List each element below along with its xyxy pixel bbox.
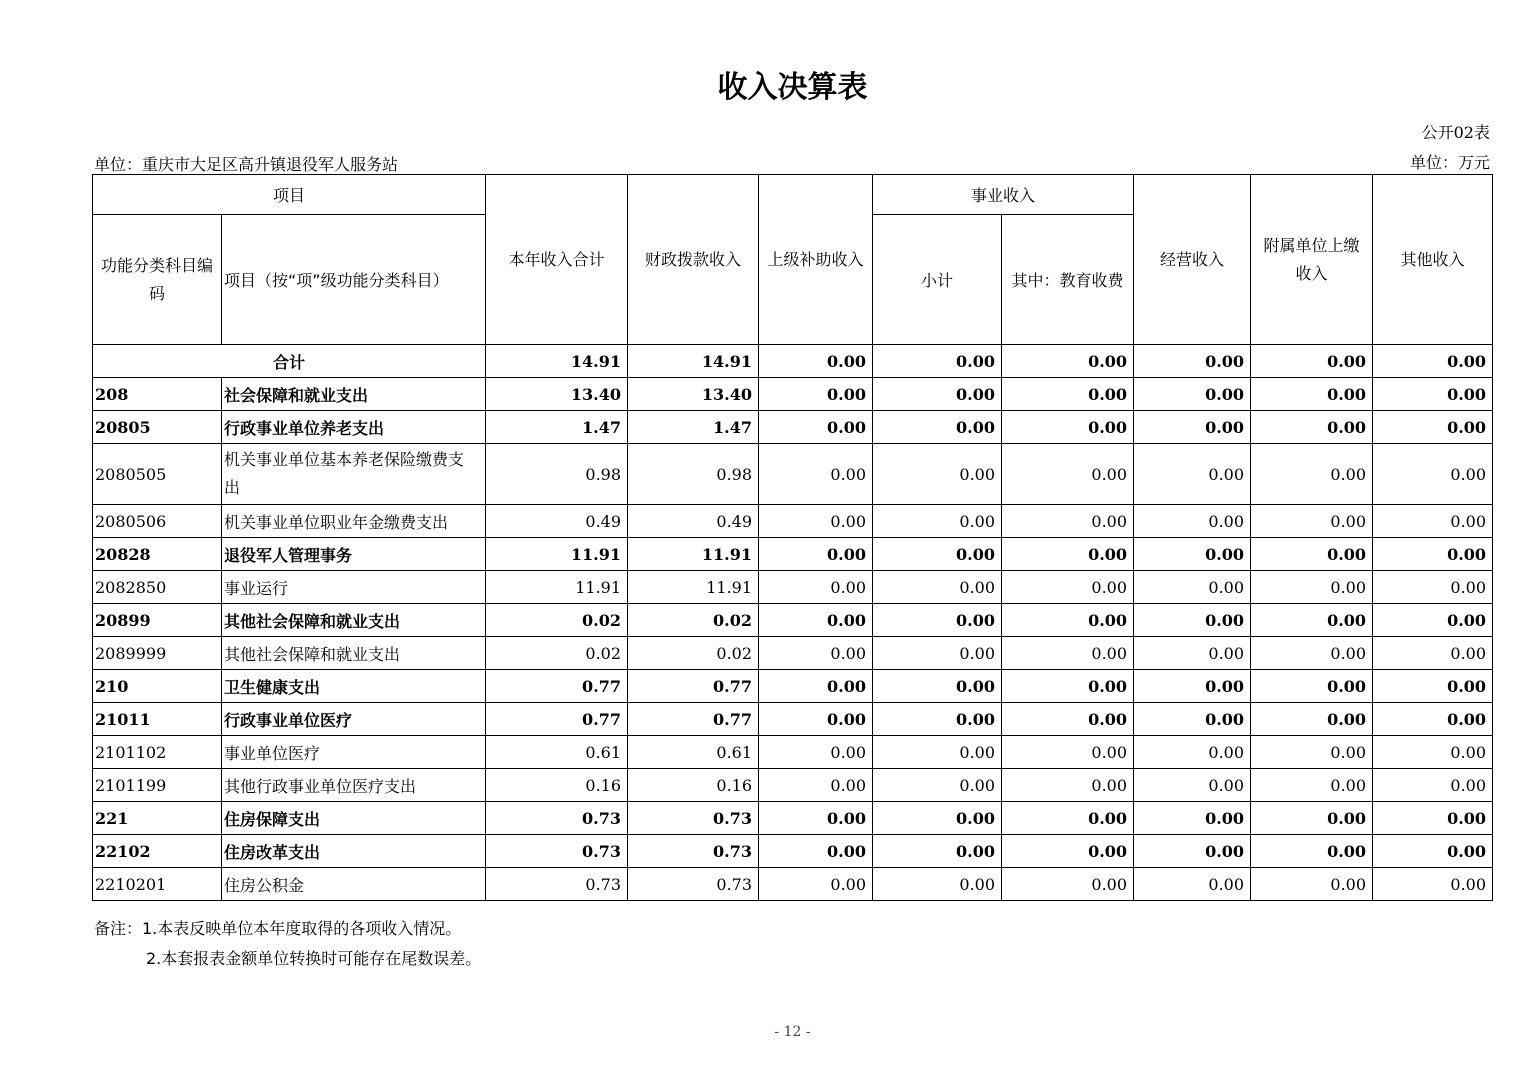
value-cell: 0.00 <box>1002 736 1134 769</box>
value-cell: 0.00 <box>873 802 1002 835</box>
value-cell: 0.00 <box>1251 505 1373 538</box>
value-cell: 0.00 <box>1002 505 1134 538</box>
name-cell: 住房改革支出 <box>222 835 486 868</box>
value-cell: 1.47 <box>628 411 759 444</box>
header-operating: 经营收入 <box>1134 175 1251 345</box>
note-line-2: 2.本套报表金额单位转换时可能存在尾数误差。 <box>146 949 482 968</box>
value-cell: 0.00 <box>873 538 1002 571</box>
header-total-income: 本年收入合计 <box>486 175 628 345</box>
value-cell: 0.77 <box>486 703 628 736</box>
name-cell: 退役军人管理事务 <box>222 538 486 571</box>
value-cell: 0.00 <box>1373 769 1493 802</box>
code-cell: 20899 <box>93 604 222 637</box>
value-cell: 0.00 <box>759 802 873 835</box>
code-cell: 21011 <box>93 703 222 736</box>
value-cell: 0.00 <box>1002 538 1134 571</box>
value-cell: 0.00 <box>873 703 1002 736</box>
value-cell: 0.00 <box>873 637 1002 670</box>
value-cell: 0.00 <box>873 868 1002 901</box>
value-cell: 0.61 <box>486 736 628 769</box>
value-cell: 11.91 <box>628 538 759 571</box>
value-cell: 0.00 <box>1251 444 1373 505</box>
header-code: 功能分类科目编码 <box>93 215 222 345</box>
unit-money: 单位：万元 <box>1409 153 1490 172</box>
value-cell: 0.00 <box>1002 802 1134 835</box>
table-row <box>93 604 1493 637</box>
value-cell: 0.00 <box>1134 637 1251 670</box>
value-cell: 0.00 <box>873 505 1002 538</box>
value-cell: 0.00 <box>759 505 873 538</box>
name-cell: 事业单位医疗 <box>222 736 486 769</box>
value-cell: 0.00 <box>1002 378 1134 411</box>
value-cell: 0.00 <box>1002 670 1134 703</box>
value-cell: 0.77 <box>628 670 759 703</box>
code-cell: 2101199 <box>93 769 222 802</box>
value-cell: 11.91 <box>486 538 628 571</box>
header-other: 其他收入 <box>1373 175 1493 345</box>
value-cell: 0.00 <box>1134 736 1251 769</box>
table-row <box>93 703 1493 736</box>
value-cell: 0.73 <box>486 802 628 835</box>
value-cell: 0.98 <box>628 444 759 505</box>
value-cell: 0.00 <box>873 670 1002 703</box>
value-cell: 0.00 <box>759 736 873 769</box>
value-cell: 0.00 <box>1251 835 1373 868</box>
name-cell: 事业运行 <box>222 571 486 604</box>
value-cell: 11.91 <box>628 571 759 604</box>
table-row <box>93 769 1493 802</box>
name-cell: 行政事业单位医疗 <box>222 703 486 736</box>
value-cell: 0.73 <box>628 835 759 868</box>
total-cell: 0.00 <box>1251 345 1373 378</box>
page-number: - 12 - <box>774 1024 811 1040</box>
name-cell: 其他社会保障和就业支出 <box>222 637 486 670</box>
code-cell: 2080506 <box>93 505 222 538</box>
value-cell: 0.02 <box>628 604 759 637</box>
value-cell: 0.73 <box>486 868 628 901</box>
value-cell: 0.00 <box>759 637 873 670</box>
total-cell: 14.91 <box>486 345 628 378</box>
header-project-name: 项目（按“项”级功能分类科目） <box>222 215 486 345</box>
value-cell: 0.00 <box>1251 571 1373 604</box>
table-row <box>93 835 1493 868</box>
value-cell: 13.40 <box>628 378 759 411</box>
header-business-group: 事业收入 <box>873 175 1134 215</box>
total-label: 合计 <box>93 345 486 378</box>
value-cell: 0.00 <box>1373 571 1493 604</box>
header-affiliated: 附属单位上缴收入 <box>1251 175 1373 345</box>
value-cell: 0.00 <box>1373 736 1493 769</box>
value-cell: 0.00 <box>759 411 873 444</box>
value-cell: 0.00 <box>1251 604 1373 637</box>
code-cell: 2210201 <box>93 868 222 901</box>
total-cell: 0.00 <box>1373 345 1493 378</box>
total-cell: 14.91 <box>628 345 759 378</box>
value-cell: 0.00 <box>1373 444 1493 505</box>
value-cell: 0.77 <box>628 703 759 736</box>
value-cell: 0.00 <box>1373 637 1493 670</box>
name-cell: 住房保障支出 <box>222 802 486 835</box>
name-cell: 其他社会保障和就业支出 <box>222 604 486 637</box>
unit-organization: 单位：重庆市大足区高升镇退役军人服务站 <box>94 155 399 174</box>
value-cell: 0.00 <box>1134 378 1251 411</box>
value-cell: 0.00 <box>1002 868 1134 901</box>
header-project-group: 项目 <box>93 175 486 215</box>
value-cell: 0.00 <box>1373 670 1493 703</box>
value-cell: 0.00 <box>1134 411 1251 444</box>
notes <box>94 914 481 974</box>
value-cell: 0.00 <box>759 538 873 571</box>
code-cell: 2089999 <box>93 637 222 670</box>
value-cell: 0.00 <box>759 868 873 901</box>
value-cell: 0.00 <box>873 769 1002 802</box>
value-cell: 0.00 <box>1134 670 1251 703</box>
value-cell: 0.16 <box>486 769 628 802</box>
value-cell: 0.00 <box>873 411 1002 444</box>
value-cell: 0.00 <box>1134 868 1251 901</box>
note-line-1: 备注：1.本表反映单位本年度取得的各项收入情况。 <box>94 919 462 938</box>
table-row <box>93 378 1493 411</box>
value-cell: 0.00 <box>1373 868 1493 901</box>
value-cell: 13.40 <box>486 378 628 411</box>
code-cell: 208 <box>93 378 222 411</box>
value-cell: 0.00 <box>1134 538 1251 571</box>
value-cell: 0.00 <box>873 378 1002 411</box>
table-row <box>93 670 1493 703</box>
value-cell: 0.00 <box>1373 835 1493 868</box>
value-cell: 0.49 <box>486 505 628 538</box>
value-cell: 0.00 <box>1251 538 1373 571</box>
value-cell: 0.00 <box>1002 411 1134 444</box>
value-cell: 0.00 <box>759 604 873 637</box>
table-row <box>93 538 1493 571</box>
value-cell: 0.00 <box>873 571 1002 604</box>
code-cell: 2080505 <box>93 444 222 505</box>
value-cell: 0.00 <box>1002 571 1134 604</box>
value-cell: 0.00 <box>1002 637 1134 670</box>
name-cell: 住房公积金 <box>222 868 486 901</box>
table-row <box>93 736 1493 769</box>
value-cell: 0.00 <box>1373 604 1493 637</box>
value-cell: 0.00 <box>1134 703 1251 736</box>
value-cell: 0.16 <box>628 769 759 802</box>
code-cell: 221 <box>93 802 222 835</box>
value-cell: 0.00 <box>1251 411 1373 444</box>
value-cell: 0.00 <box>1373 505 1493 538</box>
name-cell: 机关事业单位基本养老保险缴费支出 <box>222 444 486 505</box>
value-cell: 0.00 <box>1002 604 1134 637</box>
value-cell: 0.00 <box>759 571 873 604</box>
name-cell: 其他行政事业单位医疗支出 <box>222 769 486 802</box>
name-cell: 行政事业单位养老支出 <box>222 411 486 444</box>
value-cell: 0.00 <box>1251 670 1373 703</box>
value-cell: 0.73 <box>628 802 759 835</box>
value-cell: 0.00 <box>873 444 1002 505</box>
name-cell: 机关事业单位职业年金缴费支出 <box>222 505 486 538</box>
value-cell: 0.00 <box>1134 444 1251 505</box>
value-cell: 0.00 <box>1373 538 1493 571</box>
value-cell: 0.00 <box>759 835 873 868</box>
total-cell: 0.00 <box>759 345 873 378</box>
value-cell: 0.00 <box>1251 736 1373 769</box>
table-row <box>93 571 1493 604</box>
value-cell: 0.00 <box>1251 868 1373 901</box>
code-cell: 20805 <box>93 411 222 444</box>
income-table <box>92 174 1493 901</box>
value-cell: 11.91 <box>486 571 628 604</box>
value-cell: 0.00 <box>1134 604 1251 637</box>
value-cell: 0.77 <box>486 670 628 703</box>
value-cell: 0.61 <box>628 736 759 769</box>
value-cell: 0.00 <box>873 835 1002 868</box>
value-cell: 0.00 <box>759 703 873 736</box>
value-cell: 0.02 <box>486 637 628 670</box>
value-cell: 0.02 <box>486 604 628 637</box>
value-cell: 0.00 <box>759 378 873 411</box>
table-row <box>93 802 1493 835</box>
value-cell: 0.00 <box>1373 802 1493 835</box>
value-cell: 0.00 <box>1002 769 1134 802</box>
value-cell: 0.00 <box>1373 411 1493 444</box>
header-subtotal: 小计 <box>873 215 1002 345</box>
value-cell: 0.73 <box>486 835 628 868</box>
value-cell: 0.00 <box>1251 769 1373 802</box>
table-row <box>93 637 1493 670</box>
value-cell: 0.00 <box>1373 703 1493 736</box>
total-cell: 0.00 <box>1002 345 1134 378</box>
value-cell: 0.00 <box>1134 802 1251 835</box>
code-cell: 2101102 <box>93 736 222 769</box>
total-row <box>93 345 1493 378</box>
code-cell: 22102 <box>93 835 222 868</box>
value-cell: 0.00 <box>1251 637 1373 670</box>
value-cell: 0.00 <box>1251 378 1373 411</box>
page-title: 收入决算表 <box>717 70 868 105</box>
table-row <box>93 444 1493 505</box>
value-cell: 0.00 <box>759 444 873 505</box>
header-education: 其中：教育收费 <box>1002 215 1134 345</box>
value-cell: 0.00 <box>1134 505 1251 538</box>
value-cell: 0.00 <box>1134 571 1251 604</box>
value-cell: 0.98 <box>486 444 628 505</box>
value-cell: 0.00 <box>873 736 1002 769</box>
value-cell: 0.49 <box>628 505 759 538</box>
value-cell: 0.00 <box>1002 703 1134 736</box>
value-cell: 0.73 <box>628 868 759 901</box>
value-cell: 0.00 <box>759 670 873 703</box>
value-cell: 0.00 <box>759 769 873 802</box>
table-row <box>93 868 1493 901</box>
name-cell: 社会保障和就业支出 <box>222 378 486 411</box>
total-cell: 0.00 <box>873 345 1002 378</box>
value-cell: 0.00 <box>1134 835 1251 868</box>
code-cell: 210 <box>93 670 222 703</box>
total-cell: 0.00 <box>1134 345 1251 378</box>
value-cell: 0.00 <box>1134 769 1251 802</box>
code-cell: 2082850 <box>93 571 222 604</box>
table-row <box>93 411 1493 444</box>
value-cell: 0.00 <box>1002 444 1134 505</box>
value-cell: 0.00 <box>1251 802 1373 835</box>
header-superior: 上级补助收入 <box>759 175 873 345</box>
header-fiscal: 财政拨款收入 <box>628 175 759 345</box>
code-cell: 20828 <box>93 538 222 571</box>
value-cell: 0.00 <box>1373 378 1493 411</box>
value-cell: 0.00 <box>1251 703 1373 736</box>
value-cell: 0.00 <box>873 604 1002 637</box>
form-number: 公开02表 <box>1421 123 1490 142</box>
value-cell: 0.00 <box>1002 835 1134 868</box>
value-cell: 0.02 <box>628 637 759 670</box>
value-cell: 1.47 <box>486 411 628 444</box>
table-row <box>93 505 1493 538</box>
name-cell: 卫生健康支出 <box>222 670 486 703</box>
